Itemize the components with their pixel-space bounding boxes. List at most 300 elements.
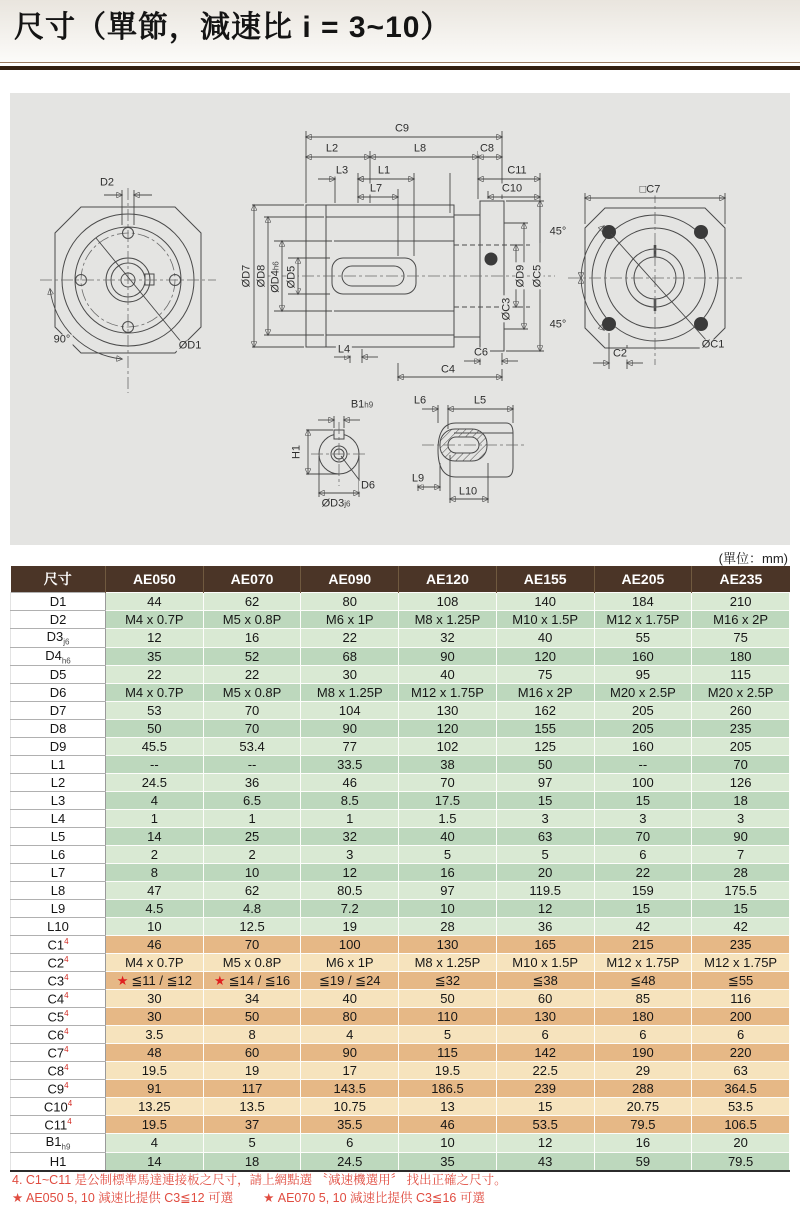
- dim-label-l2: L2: [325, 142, 339, 155]
- dimension-value: 10.75: [301, 1098, 399, 1116]
- dimension-value: 22: [594, 864, 692, 882]
- dimension-value: M12 x 1.75P: [692, 954, 790, 972]
- dimension-value: 55: [594, 629, 692, 648]
- dimension-value: 85: [594, 990, 692, 1008]
- dimension-value: M8 x 1.25P: [399, 954, 497, 972]
- table-row: [11, 738, 790, 756]
- dimension-value: 79.5: [594, 1116, 692, 1134]
- footnote-1: 4. C1~C11 是公制標準馬達連接板之尺寸，請上網點選 〝減速機選用〞 找出正確之尺寸。: [12, 1173, 507, 1187]
- dimension-value: 143.5: [301, 1080, 399, 1098]
- dimension-value: 235: [692, 936, 790, 954]
- dimension-value: 13.25: [106, 1098, 204, 1116]
- dimension-value: 53: [106, 702, 204, 720]
- dimension-value: 42: [692, 918, 790, 936]
- dimension-value: 48: [106, 1044, 204, 1062]
- dimension-value: 16: [594, 1134, 692, 1153]
- dimension-value: 20: [692, 1134, 790, 1153]
- dimension-value: 52: [203, 647, 301, 666]
- row-label: L9: [11, 900, 106, 918]
- dim-label-d2: D2: [99, 176, 115, 189]
- dimension-value: 80: [301, 593, 399, 611]
- dimension-value: M6 x 1P: [301, 954, 399, 972]
- dim-label-od7: ØD7: [240, 264, 253, 288]
- dimension-value: 12: [106, 629, 204, 648]
- dimension-value: 120: [399, 720, 497, 738]
- dimension-value: 2: [203, 846, 301, 864]
- table-row: [11, 1008, 790, 1026]
- dimension-value: 70: [692, 756, 790, 774]
- dimension-value: 180: [692, 647, 790, 666]
- dim-label-c11: C11: [507, 164, 527, 177]
- dimension-value: 91: [106, 1080, 204, 1098]
- dimension-value: 288: [594, 1080, 692, 1098]
- dimension-value: 97: [399, 882, 497, 900]
- dimension-value: 46: [399, 1116, 497, 1134]
- technical-drawing: [10, 93, 790, 545]
- dimension-value: 18: [203, 1152, 301, 1171]
- dimension-value: 165: [496, 936, 594, 954]
- dimension-value: 15: [692, 900, 790, 918]
- dimension-value: 60: [496, 990, 594, 1008]
- dimension-value: 6.5: [203, 792, 301, 810]
- dimension-value: 10: [203, 864, 301, 882]
- dimension-value: 44: [106, 593, 204, 611]
- dimension-value: 235: [692, 720, 790, 738]
- dimension-value: 115: [399, 1044, 497, 1062]
- dim-label-c7: □C7: [639, 183, 661, 196]
- dimension-value: 162: [496, 702, 594, 720]
- dimension-value: 68: [301, 647, 399, 666]
- dimension-value: 5: [399, 846, 497, 864]
- row-label: $C4^4$: [11, 990, 106, 1008]
- dimension-value: 62: [203, 882, 301, 900]
- dim-label-od1: ØD1: [178, 339, 202, 352]
- dimension-value: 95: [594, 666, 692, 684]
- dimension-value: 120: [496, 647, 594, 666]
- dimension-value: M20 x 2.5P: [594, 684, 692, 702]
- dimension-value: M5 x 0.8P: [203, 611, 301, 629]
- row-label: $C2^4$: [11, 954, 106, 972]
- dimension-value: 7.2: [301, 900, 399, 918]
- dimension-value: 15: [496, 1098, 594, 1116]
- dim-label-b1: B1h9: [350, 398, 374, 411]
- dimension-value: 90: [692, 828, 790, 846]
- dim-label-od3: ØD3j6: [321, 497, 351, 510]
- dimension-value: 19.5: [399, 1062, 497, 1080]
- dimension-value: 1: [106, 810, 204, 828]
- dimension-value: 104: [301, 702, 399, 720]
- dimension-value: 40: [496, 629, 594, 648]
- dimension-value: M4 x 0.7P: [106, 954, 204, 972]
- dimension-value: 160: [594, 647, 692, 666]
- row-label: D1: [11, 593, 106, 611]
- dimension-value: M8 x 1.25P: [301, 684, 399, 702]
- table-row: [11, 918, 790, 936]
- dimension-value: 22: [203, 666, 301, 684]
- dim-label-c4: C4: [440, 363, 456, 376]
- dimension-value: 7: [692, 846, 790, 864]
- dimension-value: 8: [203, 1026, 301, 1044]
- dimension-value: 53.4: [203, 738, 301, 756]
- dimension-value: 36: [203, 774, 301, 792]
- drawing-linework: [10, 93, 790, 545]
- row-label: $C9^4$: [11, 1080, 106, 1098]
- page-title: 尺寸（單節，減速比 i = 3~10）: [14, 11, 452, 44]
- row-label: H1: [11, 1152, 106, 1171]
- dim-label-l6: L6: [413, 394, 427, 407]
- dimension-value: 5: [399, 1026, 497, 1044]
- dimension-value: M10 x 1.5P: [496, 954, 594, 972]
- row-label: $D4_{h6}$: [11, 647, 106, 666]
- col-header-model: AE155: [496, 566, 594, 593]
- dimension-value: 130: [496, 1008, 594, 1026]
- dimension-value: 13.5: [203, 1098, 301, 1116]
- row-label: $B1_{h9}$: [11, 1134, 106, 1153]
- row-label: $C3^4$: [11, 972, 106, 990]
- dim-label-l3: L3: [335, 164, 349, 177]
- dimension-value: 28: [399, 918, 497, 936]
- dim-label-c8: C8: [479, 142, 495, 155]
- dimension-value: 175.5: [692, 882, 790, 900]
- dimension-value: 184: [594, 593, 692, 611]
- table-row: [11, 629, 790, 648]
- row-label: L8: [11, 882, 106, 900]
- shaft-end-view: [306, 416, 367, 497]
- dimension-value: M20 x 2.5P: [692, 684, 790, 702]
- dimension-value: 205: [594, 720, 692, 738]
- table-row: [11, 882, 790, 900]
- dimension-value: 100: [594, 774, 692, 792]
- dimension-value: 3: [496, 810, 594, 828]
- dimension-value: 19.5: [106, 1062, 204, 1080]
- row-label: $C5^4$: [11, 1008, 106, 1026]
- dim-label-oc1: ØC1: [701, 338, 725, 351]
- dimension-value: 364.5: [692, 1080, 790, 1098]
- dimension-value: 79.5: [692, 1152, 790, 1171]
- table-row: [11, 666, 790, 684]
- dimension-value: 20: [496, 864, 594, 882]
- dimension-value: 53.5: [496, 1116, 594, 1134]
- dimension-value: 22: [301, 629, 399, 648]
- dimension-value: 6: [594, 1026, 692, 1044]
- row-label: $C10^4$: [11, 1098, 106, 1116]
- dim-label-c6: C6: [473, 346, 489, 359]
- dimension-value: 75: [692, 629, 790, 648]
- col-header-dimension: 尺寸: [11, 566, 106, 593]
- dim-label-45deg-lower: 45°: [549, 318, 567, 331]
- dimension-value: 239: [496, 1080, 594, 1098]
- col-header-model: AE235: [692, 566, 790, 593]
- dimensions-table: [10, 566, 790, 1172]
- unit-note: (單位：mm): [718, 551, 788, 566]
- dimension-value: 45.5: [106, 738, 204, 756]
- table-row: [11, 900, 790, 918]
- dimension-value: 15: [594, 900, 692, 918]
- table-row: [11, 756, 790, 774]
- dimension-value: 18: [692, 792, 790, 810]
- col-header-model: AE120: [399, 566, 497, 593]
- dimension-value: 15: [496, 792, 594, 810]
- table-row: [11, 1098, 790, 1116]
- dimension-value: 16: [203, 629, 301, 648]
- dimension-value: 4.8: [203, 900, 301, 918]
- row-label: L4: [11, 810, 106, 828]
- dimension-value: 53.5: [692, 1098, 790, 1116]
- dimension-value: 205: [692, 738, 790, 756]
- dimension-value: 15: [594, 792, 692, 810]
- col-header-model: AE070: [203, 566, 301, 593]
- row-label: L6: [11, 846, 106, 864]
- dimension-value: 32: [399, 629, 497, 648]
- dim-label-l1: L1: [377, 164, 391, 177]
- dimension-value: 38: [399, 756, 497, 774]
- dim-label-od5: ØD5: [285, 265, 298, 289]
- dimension-value: 130: [399, 702, 497, 720]
- row-label: $C6^4$: [11, 1026, 106, 1044]
- dimension-value: 155: [496, 720, 594, 738]
- dimension-value: 13: [399, 1098, 497, 1116]
- dimension-value: 70: [203, 936, 301, 954]
- dimension-value: ≦32: [399, 972, 497, 990]
- dimension-value: 115: [692, 666, 790, 684]
- dim-label-oc5: ØC5: [531, 264, 544, 288]
- dim-label-od8: ØD8: [255, 264, 268, 288]
- dimension-value: M6 x 1P: [301, 611, 399, 629]
- dim-label-od9: ØD9: [514, 264, 527, 288]
- row-label: $D3_{j6}$: [11, 629, 106, 648]
- dimension-value: 3.5: [106, 1026, 204, 1044]
- dimension-value: 17.5: [399, 792, 497, 810]
- table-row: [11, 864, 790, 882]
- dimension-value: 60: [203, 1044, 301, 1062]
- dimension-value: 6: [301, 1134, 399, 1153]
- dimension-value: 125: [496, 738, 594, 756]
- row-label: $C8^4$: [11, 1062, 106, 1080]
- dim-label-l10: L10: [458, 485, 478, 498]
- dimension-value: 24.5: [106, 774, 204, 792]
- dimension-value: 35.5: [301, 1116, 399, 1134]
- dimension-value: 30: [301, 666, 399, 684]
- dimension-value: 22: [106, 666, 204, 684]
- dimension-value: 215: [594, 936, 692, 954]
- row-label: D2: [11, 611, 106, 629]
- dimension-value: 50: [399, 990, 497, 1008]
- dimension-value: 46: [106, 936, 204, 954]
- dimension-value: 110: [399, 1008, 497, 1026]
- dimension-value: 22.5: [496, 1062, 594, 1080]
- footnote-2: ★ AE050 5, 10 減速比提供 C3≦12 可選 ★ AE070 5, 10 減速比提供 C3≦16 可選: [12, 1191, 485, 1206]
- dimension-value: 4: [106, 792, 204, 810]
- dimension-value: 1: [203, 810, 301, 828]
- dimension-value: M16 x 2P: [692, 611, 790, 629]
- dimension-value: ★ ≦11 / ≦12: [106, 972, 204, 990]
- dimension-value: 35: [399, 1152, 497, 1171]
- dimension-value: 62: [203, 593, 301, 611]
- table-row: [11, 593, 790, 611]
- table-row: [11, 702, 790, 720]
- table-row: [11, 720, 790, 738]
- title-divider: [0, 62, 800, 70]
- dimension-value: 25: [203, 828, 301, 846]
- dimension-value: 40: [399, 828, 497, 846]
- dimension-value: 2: [106, 846, 204, 864]
- row-label: L10: [11, 918, 106, 936]
- dimension-value: M12 x 1.75P: [399, 684, 497, 702]
- dimension-value: 90: [399, 647, 497, 666]
- dimension-value: 70: [594, 828, 692, 846]
- table-row: [11, 1116, 790, 1134]
- table-row: [11, 1152, 790, 1171]
- dimension-value: 34: [203, 990, 301, 1008]
- table-row: [11, 972, 790, 990]
- dimension-value: ≦38: [496, 972, 594, 990]
- row-label: D6: [11, 684, 106, 702]
- dimension-value: 190: [594, 1044, 692, 1062]
- dimension-value: 46: [301, 774, 399, 792]
- dimension-value: 35: [106, 647, 204, 666]
- dimension-value: 5: [203, 1134, 301, 1153]
- dim-label-l5: L5: [473, 394, 487, 407]
- dimension-value: 108: [399, 593, 497, 611]
- title-bar: [0, 0, 800, 62]
- dimension-value: 210: [692, 593, 790, 611]
- dimension-value: 80.5: [301, 882, 399, 900]
- dimension-value: M12 x 1.75P: [594, 611, 692, 629]
- dimension-value: 8: [106, 864, 204, 882]
- dim-label-c9: C9: [394, 122, 410, 135]
- dimension-value: 16: [399, 864, 497, 882]
- table-row: [11, 828, 790, 846]
- dimension-value: 117: [203, 1080, 301, 1098]
- dimension-value: 50: [496, 756, 594, 774]
- dimension-value: 42: [594, 918, 692, 936]
- col-header-model: AE090: [301, 566, 399, 593]
- row-label: L5: [11, 828, 106, 846]
- dimension-value: 50: [203, 1008, 301, 1026]
- dimension-value: 97: [496, 774, 594, 792]
- dimension-value: 14: [106, 828, 204, 846]
- dimension-value: 40: [301, 990, 399, 1008]
- row-label: $C7^4$: [11, 1044, 106, 1062]
- table-row: [11, 611, 790, 629]
- dimension-value: 220: [692, 1044, 790, 1062]
- dimension-value: ≦48: [594, 972, 692, 990]
- dimension-value: 63: [496, 828, 594, 846]
- dimension-value: 10: [399, 1134, 497, 1153]
- dimension-value: 75: [496, 666, 594, 684]
- table-row: [11, 1026, 790, 1044]
- table-row: [11, 846, 790, 864]
- dimension-value: M12 x 1.75P: [594, 954, 692, 972]
- row-label: $C1^4$: [11, 936, 106, 954]
- dimension-value: 1: [301, 810, 399, 828]
- dimension-value: M4 x 0.7P: [106, 611, 204, 629]
- table-row: [11, 647, 790, 666]
- dimension-value: 19: [203, 1062, 301, 1080]
- dimension-value: M4 x 0.7P: [106, 684, 204, 702]
- table-row: [11, 1062, 790, 1080]
- dimension-value: 160: [594, 738, 692, 756]
- dimension-value: 12: [496, 1134, 594, 1153]
- dimension-value: M5 x 0.8P: [203, 684, 301, 702]
- dim-label-l8: L8: [413, 142, 427, 155]
- dim-label-l7: L7: [369, 182, 383, 195]
- dim-label-h1: H1: [290, 444, 303, 460]
- dimension-value: 70: [399, 774, 497, 792]
- dimension-value: M8 x 1.25P: [399, 611, 497, 629]
- dim-label-l9: L9: [411, 472, 425, 485]
- dimension-value: 102: [399, 738, 497, 756]
- dimension-value: ≦19 / ≦24: [301, 972, 399, 990]
- table-row: [11, 954, 790, 972]
- table-row: [11, 684, 790, 702]
- dimension-value: 12.5: [203, 918, 301, 936]
- row-label: D9: [11, 738, 106, 756]
- dimension-value: 116: [692, 990, 790, 1008]
- dimension-value: --: [594, 756, 692, 774]
- dimension-value: 43: [496, 1152, 594, 1171]
- dimension-value: 30: [106, 990, 204, 1008]
- front-view: [40, 188, 216, 393]
- col-header-model: AE205: [594, 566, 692, 593]
- row-label: $C11^4$: [11, 1116, 106, 1134]
- dimension-value: 4.5: [106, 900, 204, 918]
- dimension-value: 126: [692, 774, 790, 792]
- dimension-value: ≦55: [692, 972, 790, 990]
- dimension-value: 10: [399, 900, 497, 918]
- dimension-value: 5: [496, 846, 594, 864]
- dimension-value: 90: [301, 1044, 399, 1062]
- dimension-value: 24.5: [301, 1152, 399, 1171]
- dimension-value: 80: [301, 1008, 399, 1026]
- dimension-value: 50: [106, 720, 204, 738]
- dimension-value: 20.75: [594, 1098, 692, 1116]
- table-row: [11, 792, 790, 810]
- dimension-value: 3: [692, 810, 790, 828]
- dimension-value: 3: [301, 846, 399, 864]
- table-row: [11, 1134, 790, 1153]
- dimension-value: 100: [301, 936, 399, 954]
- dimension-value: 19: [301, 918, 399, 936]
- table-row: [11, 810, 790, 828]
- dimension-value: 200: [692, 1008, 790, 1026]
- table-row: [11, 1080, 790, 1098]
- dimension-value: 33.5: [301, 756, 399, 774]
- dimension-value: 90: [301, 720, 399, 738]
- dimension-value: M16 x 2P: [496, 684, 594, 702]
- dimension-value: 4: [106, 1134, 204, 1153]
- dimension-value: 17: [301, 1062, 399, 1080]
- table-row: [11, 990, 790, 1008]
- row-label: L1: [11, 756, 106, 774]
- table-row: [11, 774, 790, 792]
- dimension-value: 63: [692, 1062, 790, 1080]
- dimension-value: 37: [203, 1116, 301, 1134]
- table-row: [11, 1044, 790, 1062]
- dim-label-d6: D6: [360, 479, 376, 492]
- dimension-value: 36: [496, 918, 594, 936]
- dimension-value: 12: [301, 864, 399, 882]
- dim-label-90deg: 90°: [53, 333, 71, 346]
- dimension-value: 8.5: [301, 792, 399, 810]
- dimension-value: 6: [692, 1026, 790, 1044]
- dimension-value: 6: [594, 846, 692, 864]
- col-header-model: AE050: [106, 566, 204, 593]
- dimension-value: 3: [594, 810, 692, 828]
- dimension-value: 205: [594, 702, 692, 720]
- row-label: D5: [11, 666, 106, 684]
- dimension-value: 32: [301, 828, 399, 846]
